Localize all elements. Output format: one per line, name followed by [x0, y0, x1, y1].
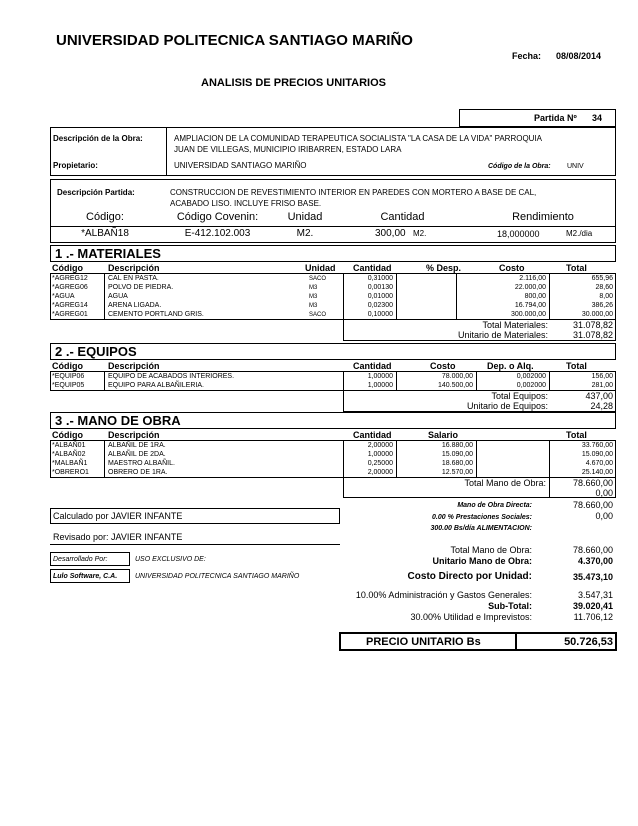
eq-row-dep: 0,002000 [516, 382, 546, 389]
summary-header-covenin: Código Covenin: [176, 211, 259, 223]
total-mano-obra-label: Total Mano de Obra: [464, 478, 546, 488]
mat-col-costo: Costo [499, 263, 525, 273]
unitario-equipos-label: Unitario de Equipos: [466, 401, 548, 411]
obra-desc-line1: AMPLIACION DE LA COMUNIDAD TERAPEUTICA SOCIALISTA "LA CASA DE LA VIDA" PARROQUIA [174, 134, 543, 143]
prestaciones-value: 0,00 [595, 511, 613, 521]
summary-header-cantidad: Cantidad [380, 211, 425, 223]
mat-row-unidad: M3 [309, 285, 318, 291]
company-value: UNIVERSIDAD POLITECNICA SANTIAGO MARIÑO [135, 573, 300, 580]
eq-col-codigo: Código [52, 361, 83, 371]
summary-codigo: *ALBAÑ18 [81, 228, 129, 239]
eq-row-dep: 0,002000 [516, 373, 546, 380]
developer-value: USO EXCLUSIVO DE: [135, 556, 206, 563]
unitario-materiales-label: Unitario de Materiales: [457, 330, 548, 340]
mo-row-salario: 16.880,00 [441, 442, 473, 449]
mo-col-codigo: Código [52, 430, 83, 440]
mo-row-descripcion: ALBAÑIL DE 1RA. [108, 442, 166, 449]
unitario-equipos-value: 24,28 [590, 401, 613, 411]
mo-row-codigo: *ALBAÑ02 [52, 451, 86, 458]
mat-row-total: 8,00 [599, 293, 613, 300]
mat-row-cantidad: 0,00130 [367, 284, 393, 291]
materiales-title: 1 .- MATERIALES [55, 246, 161, 261]
mo-row-descripcion: OBRERO DE 1RA. [108, 469, 168, 476]
mo-row-descripcion: ALBAÑIL DE 2DA. [108, 451, 166, 458]
precio-unitario-label: PRECIO UNITARIO Bs [366, 636, 481, 648]
summary-cantidad: 300,00 [375, 228, 406, 239]
eq-col-dep: Dep. o Alq. [487, 361, 534, 371]
mo-col-descripcion: Descripción [108, 430, 160, 440]
mat-col-descripcion: Descripción [108, 263, 160, 273]
mat-row-costo: 16.794,00 [514, 302, 546, 309]
mo-directa-value: 78.660,00 [572, 500, 613, 510]
mat-row-costo: 2.116,00 [519, 275, 546, 282]
mat-row-total: 655,96 [591, 275, 613, 282]
obra-desc-line2: JUAN DE VILLEGAS, MUNICIPIO IRIBARREN, ESTADO LARA [174, 145, 402, 154]
developer-label: Desarrollado Por: [53, 556, 108, 563]
owner-label: Propietario: [53, 161, 98, 170]
summary-covenin: E-412.102.003 [184, 228, 251, 239]
eq-row-cantidad: 1,00000 [367, 373, 393, 380]
partida-desc-line1: CONSTRUCCION DE REVESTIMIENTO INTERIOR EN PAREDES CON MORTERO A BASE DE CAL, [170, 188, 537, 197]
precio-unitario-value: 50.726,53 [564, 636, 613, 648]
mo-row-total: 33.760,00 [581, 442, 613, 449]
revisado-por: Revisado por: JAVIER INFANTE [53, 532, 183, 542]
mo-row-cantidad: 0,25000 [367, 460, 393, 467]
summary-header-codigo: Código: [86, 211, 124, 223]
mo-row-codigo: *MALBAÑ1 [52, 460, 88, 467]
partida-desc-line2: ACABADO LISO. INCLUYE FRISO BASE. [170, 199, 322, 208]
obra-desc-label: Descripción de la Obra: [53, 134, 143, 143]
administracion-value: 3.547,31 [577, 590, 613, 600]
summary-header-rendimiento: Rendimiento [512, 211, 574, 223]
unitario-mo-label: Unitario Mano de Obra: [432, 556, 532, 566]
total-materiales-label: Total Materiales: [482, 320, 548, 330]
mat-row-costo: 300.000,00 [510, 311, 546, 318]
mat-row-codigo: *AGREG12 [52, 275, 88, 282]
mo-row-cantidad: 2,00000 [367, 469, 393, 476]
alimentacion-label: 300.00 Bs/día ALIMENTACION: [430, 525, 532, 532]
mat-row-unidad: SACO [309, 276, 327, 282]
summary-rendimiento: 18,000000 [497, 229, 540, 239]
mat-row-descripcion: AGUA [108, 293, 128, 300]
mat-row-descripcion: CEMENTO PORTLAND GRIS. [108, 311, 204, 318]
owner-value: UNIVERSIDAD SANTIAGO MARIÑO [174, 161, 307, 170]
unitario-materiales-value: 31.078,82 [572, 330, 613, 340]
eq-row-codigo: *EQUIP06 [52, 373, 85, 380]
mat-row-total: 28,60 [595, 284, 613, 291]
total-mo-summary-value: 78.660,00 [572, 545, 613, 555]
eq-col-costo: Costo [430, 361, 456, 371]
subtotal-value: 39.020,41 [572, 601, 613, 611]
total-mo-summary-label: Total Mano de Obra: [450, 545, 532, 555]
mat-col-cantidad: Cantidad [353, 263, 392, 273]
mat-col-total: Total [566, 263, 587, 273]
administracion-label: 10.00% Administración y Gastos Generales: [355, 590, 532, 600]
total-equipos-value: 437,00 [585, 391, 613, 401]
eq-row-total: 281,00 [591, 382, 613, 389]
mat-row-codigo: *AGREG14 [52, 302, 88, 309]
mat-row-total: 30.000,00 [581, 311, 613, 318]
utilidad-label: 30.00% Utilidad e Imprevistos: [410, 612, 532, 622]
eq-col-cantidad: Cantidad [353, 361, 392, 371]
mo-row-total: 15.090,00 [581, 451, 613, 458]
prestaciones-label: 0.00 % Prestaciones Sociales: [432, 514, 532, 521]
mat-row-descripcion: CAL EN PASTA. [108, 275, 159, 282]
summary-header-unidad: Unidad [287, 211, 323, 223]
eq-row-cantidad: 1,00000 [367, 382, 393, 389]
mat-row-unidad: SACO [309, 312, 327, 318]
company-name: Lulo Software, C.A. [53, 573, 118, 580]
obra-code-label: Código de la Obra: [488, 163, 551, 170]
mat-row-descripcion: ARENA LIGADA. [108, 302, 162, 309]
mo-col-total: Total [566, 430, 587, 440]
mo-row-salario: 18.680,00 [441, 460, 473, 467]
calculado-por: Calculado por JAVIER INFANTE [53, 511, 183, 521]
mo-row-salario: 15.090,00 [441, 451, 473, 458]
summary-rendimiento-unit: M2./dia [566, 229, 593, 238]
mat-row-cantidad: 0,02300 [367, 302, 393, 309]
utilidad-value: 11.706,12 [573, 612, 613, 622]
costo-directo-label: Costo Directo por Unidad: [407, 571, 532, 582]
eq-row-total: 156,00 [591, 373, 613, 380]
mo-row-cantidad: 1,00000 [367, 451, 393, 458]
mat-row-costo: 800,00 [524, 293, 546, 300]
subtotal-label: Sub-Total: [488, 601, 532, 611]
mo-row-total: 25.140,00 [581, 469, 613, 476]
equipos-title: 2 .- EQUIPOS [55, 344, 137, 359]
mo-row-salario: 12.570,00 [441, 469, 473, 476]
partida-label: Partida Nº [534, 113, 577, 123]
summary-cantidad-unit: M2. [413, 229, 427, 238]
eq-row-descripcion: EQUIPO DE ACABADOS INTERIORES. [108, 373, 235, 380]
mat-row-unidad: M3 [309, 303, 318, 309]
mano-obra-title: 3 .- MANO DE OBRA [55, 413, 181, 428]
mo-row-codigo: *OBRERO1 [52, 469, 89, 476]
eq-col-descripcion: Descripción [108, 361, 160, 371]
mat-col-codigo: Código [52, 263, 83, 273]
summary-unidad: M2. [296, 228, 314, 239]
unitario-mo-value: 4.370,00 [577, 556, 613, 566]
mat-row-total: 386,26 [591, 302, 613, 309]
total-mano-obra-value: 78.660,00 [572, 478, 613, 488]
fecha-label: Fecha: [512, 51, 542, 61]
mo-row-cantidad: 2,00000 [367, 442, 393, 449]
mat-row-codigo: *AGREG06 [52, 284, 88, 291]
eq-row-costo: 78.000,00 [441, 373, 473, 380]
mat-row-cantidad: 0,10000 [367, 311, 393, 318]
mat-col-unidad: Unidad [305, 263, 336, 273]
obra-code-value: UNIV [567, 163, 584, 170]
partida-number: 34 [592, 113, 603, 123]
mo-directa-label: Mano de Obra Directa: [457, 502, 532, 509]
total-equipos-label: Total Equipos: [491, 391, 548, 401]
mo-col-cantidad: Cantidad [353, 430, 392, 440]
mat-row-descripcion: POLVO DE PIEDRA. [108, 284, 174, 291]
mat-col-desp: % Desp. [426, 263, 462, 273]
total-materiales-value: 31.078,82 [572, 320, 613, 330]
university-title: UNIVERSIDAD POLITECNICA SANTIAGO MARIÑO [56, 32, 413, 49]
mat-row-codigo: *AGUA [52, 293, 75, 300]
eq-col-total: Total [566, 361, 587, 371]
mat-row-codigo: *AGREG01 [52, 311, 88, 318]
mat-row-cantidad: 0,01000 [367, 293, 393, 300]
mo-row-codigo: *ALBAÑ01 [52, 442, 86, 449]
eq-row-codigo: *EQUIP05 [52, 382, 85, 389]
mat-row-cantidad: 0,31000 [367, 275, 393, 282]
eq-row-descripcion: EQUIPO PARA ALBAÑILERIA. [108, 382, 204, 389]
page-subtitle: ANALISIS DE PRECIOS UNITARIOS [201, 77, 386, 89]
mat-row-costo: 22.000,00 [514, 284, 546, 291]
fecha-value: 08/08/2014 [556, 51, 602, 61]
eq-row-costo: 140.500,00 [437, 382, 473, 389]
partida-desc-label: Descripción Partida: [57, 188, 135, 197]
mo-col-salario: Salario [428, 430, 459, 440]
mo-row-total: 4.670,00 [585, 460, 613, 467]
mano-obra-zero-value: 0,00 [595, 488, 613, 498]
mo-row-descripcion: MAESTRO ALBAÑIL. [108, 460, 175, 467]
mat-row-unidad: M3 [309, 294, 318, 300]
costo-directo-value: 35.473,10 [572, 572, 613, 582]
